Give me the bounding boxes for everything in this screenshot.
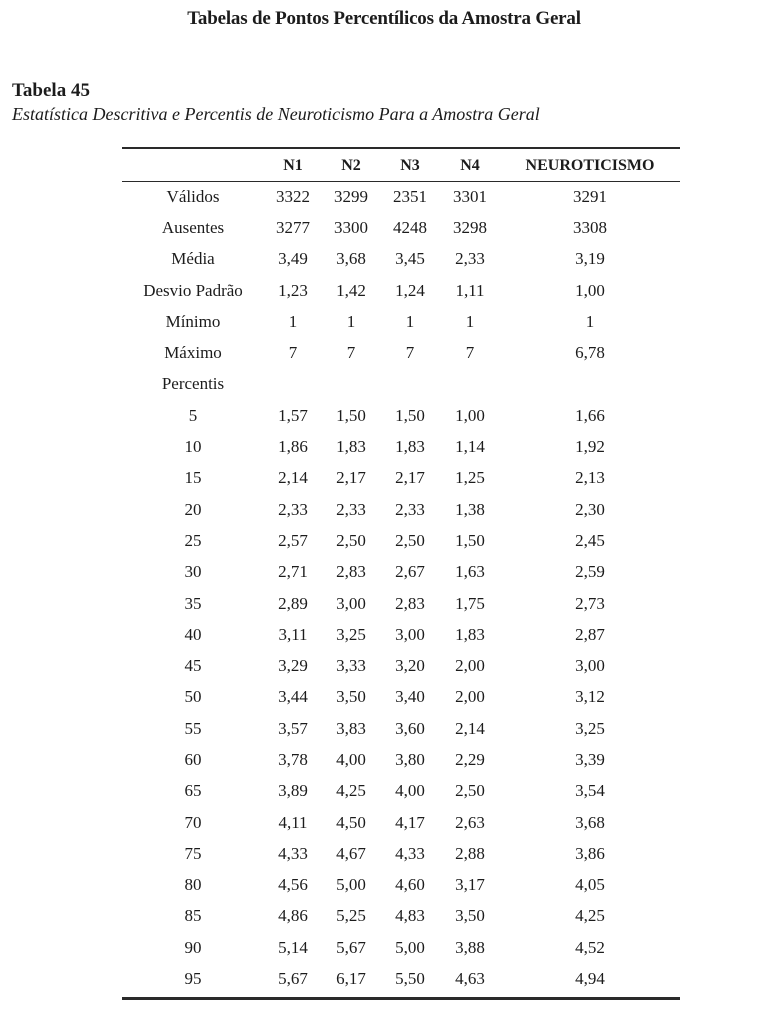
cell-n2: 3299 — [334, 186, 368, 206]
cell-n2: 7 — [346, 343, 356, 363]
cell-neuroticismo: 3,19 — [575, 249, 605, 269]
cell-neuroticismo: 4,05 — [575, 875, 605, 895]
cell-n2: 5,67 — [336, 937, 366, 957]
row-label: 65 — [184, 781, 202, 801]
row-label: 60 — [184, 749, 202, 769]
table-row — [122, 776, 680, 807]
table-row — [122, 244, 680, 275]
cell-n4: 7 — [465, 343, 475, 363]
cell-n3: 2,83 — [395, 593, 425, 613]
table-header-row — [122, 150, 680, 181]
table-row — [122, 619, 680, 650]
cell-n4: 2,88 — [455, 843, 485, 863]
cell-neuroticismo: 3308 — [573, 217, 607, 237]
cell-n4: 1,25 — [455, 468, 485, 488]
cell-neuroticismo: 4,52 — [575, 937, 605, 957]
table-row — [122, 807, 680, 838]
cell-neuroticismo: 2,87 — [575, 624, 605, 644]
cell-n3: 7 — [405, 343, 415, 363]
cell-n3: 3,00 — [395, 624, 425, 644]
row-label: 40 — [184, 624, 202, 644]
cell-n2: 3300 — [334, 217, 368, 237]
cell-n3: 5,00 — [395, 937, 425, 957]
cell-n1: 4,33 — [278, 843, 308, 863]
table-row — [122, 463, 680, 494]
table-row — [122, 369, 680, 400]
cell-neuroticismo: 2,13 — [575, 468, 605, 488]
cell-n3: 2,17 — [395, 468, 425, 488]
cell-neuroticismo: 2,73 — [575, 593, 605, 613]
cell-n1: 1,86 — [278, 437, 308, 457]
table-caption: Estatística Descritiva e Percentis de Neuroticismo Para a Amostra Geral — [12, 104, 540, 124]
cell-n3: 2,33 — [395, 499, 425, 519]
cell-n2: 4,50 — [336, 812, 366, 832]
table-row — [122, 431, 680, 462]
cell-n2: 2,33 — [336, 499, 366, 519]
cell-n4: 1,75 — [455, 593, 485, 613]
cell-n2: 1 — [346, 311, 356, 331]
cell-neuroticismo: 3,68 — [575, 812, 605, 832]
table-body — [122, 181, 680, 995]
cell-n3: 1,50 — [395, 405, 425, 425]
cell-n1: 3277 — [276, 217, 310, 237]
cell-n4: 3298 — [453, 217, 487, 237]
cell-neuroticismo: 3,12 — [575, 687, 605, 707]
cell-n3: 4,83 — [395, 906, 425, 926]
cell-n4: 1,00 — [455, 405, 485, 425]
row-label: 85 — [184, 906, 202, 926]
table-row — [122, 400, 680, 431]
table-row — [122, 337, 680, 368]
cell-n3: 3,45 — [395, 249, 425, 269]
cell-n2: 3,68 — [336, 249, 366, 269]
table-row — [122, 682, 680, 713]
row-label: 10 — [184, 437, 202, 457]
cell-neuroticismo: 3,86 — [575, 843, 605, 863]
cell-n2: 3,50 — [336, 687, 366, 707]
cell-n3: 4,33 — [395, 843, 425, 863]
column-header-n2: N2 — [341, 156, 361, 174]
cell-n3: 4,00 — [395, 781, 425, 801]
cell-n1: 3,44 — [278, 687, 308, 707]
row-label: 35 — [184, 593, 202, 613]
row-label: 20 — [184, 499, 202, 519]
cell-n1: 2,71 — [278, 562, 308, 582]
table-row — [122, 525, 680, 556]
cell-neuroticismo: 2,30 — [575, 499, 605, 519]
cell-n4: 3,50 — [455, 906, 485, 926]
cell-n1: 1,23 — [278, 280, 308, 300]
cell-neuroticismo: 4,25 — [575, 906, 605, 926]
table-top-rule — [122, 147, 680, 149]
column-header-label — [122, 150, 264, 181]
cell-n1: 5,14 — [278, 937, 308, 957]
row-label: Máximo — [164, 343, 222, 363]
cell-neuroticismo: 3291 — [573, 186, 607, 206]
cell-n3: 3,20 — [395, 656, 425, 676]
cell-n4: 2,33 — [455, 249, 485, 269]
cell-n2: 1,42 — [336, 280, 366, 300]
column-header-n1: N1 — [283, 156, 303, 174]
cell-n1: 2,57 — [278, 530, 308, 550]
row-label: Válidos — [166, 186, 220, 206]
cell-neuroticismo: 2,45 — [575, 530, 605, 550]
cell-n3: 5,50 — [395, 969, 425, 989]
row-label: Ausentes — [161, 217, 225, 237]
cell-n1: 3,49 — [278, 249, 308, 269]
cell-neuroticismo: 4,94 — [575, 969, 605, 989]
cell-n4: 2,14 — [455, 718, 485, 738]
table-row — [122, 932, 680, 963]
cell-n1: 3322 — [276, 186, 310, 206]
cell-n1: 7 — [288, 343, 298, 363]
row-label: 15 — [184, 468, 202, 488]
row-label: 80 — [184, 875, 202, 895]
row-label: 50 — [184, 687, 202, 707]
row-label: 70 — [184, 812, 202, 832]
cell-n4: 2,00 — [455, 687, 485, 707]
row-label: Mínimo — [165, 311, 221, 331]
cell-neuroticismo: 3,25 — [575, 718, 605, 738]
cell-n4: 2,50 — [455, 781, 485, 801]
table-row — [122, 744, 680, 775]
cell-n2: 2,17 — [336, 468, 366, 488]
table-row — [122, 713, 680, 744]
cell-n4: 2,00 — [455, 656, 485, 676]
cell-n2 — [322, 369, 380, 400]
cell-n1: 4,56 — [278, 875, 308, 895]
cell-n1: 2,14 — [278, 468, 308, 488]
column-header-neuroticismo: NEUROTICISMO — [525, 156, 655, 174]
cell-neuroticismo: 3,39 — [575, 749, 605, 769]
cell-n1 — [264, 369, 322, 400]
cell-n1: 2,33 — [278, 499, 308, 519]
cell-n2: 1,83 — [336, 437, 366, 457]
cell-neuroticismo: 3,54 — [575, 781, 605, 801]
cell-n1: 2,89 — [278, 593, 308, 613]
cell-n4: 3,88 — [455, 937, 485, 957]
cell-n1: 3,78 — [278, 749, 308, 769]
cell-neuroticismo — [500, 369, 680, 400]
table-row — [122, 870, 680, 901]
cell-n2: 2,50 — [336, 530, 366, 550]
cell-n4: 1,83 — [455, 624, 485, 644]
cell-n2: 3,33 — [336, 656, 366, 676]
table-row — [122, 306, 680, 337]
table-row — [122, 650, 680, 681]
row-label: 5 — [188, 405, 198, 425]
cell-n3: 3,80 — [395, 749, 425, 769]
cell-neuroticismo: 1 — [585, 311, 595, 331]
cell-n1: 4,11 — [278, 812, 308, 832]
cell-n4: 1,63 — [455, 562, 485, 582]
cell-n2: 2,83 — [336, 562, 366, 582]
cell-n2: 1,50 — [336, 405, 366, 425]
cell-neuroticismo: 6,78 — [575, 343, 605, 363]
cell-n3: 2351 — [393, 186, 427, 206]
cell-n3: 3,40 — [395, 687, 425, 707]
table-row — [122, 838, 680, 869]
row-label: Desvio Padrão — [143, 280, 243, 300]
cell-neuroticismo: 2,59 — [575, 562, 605, 582]
cell-n3 — [380, 369, 440, 400]
cell-n1: 3,11 — [278, 624, 308, 644]
table-row — [122, 588, 680, 619]
cell-n3: 4,60 — [395, 875, 425, 895]
row-label: 30 — [184, 562, 202, 582]
table-row — [122, 901, 680, 932]
cell-n3: 4,17 — [395, 812, 425, 832]
cell-neuroticismo: 3,00 — [575, 656, 605, 676]
table-bottom-rule — [122, 997, 680, 1000]
cell-n4 — [440, 369, 500, 400]
cell-n3: 1 — [405, 311, 415, 331]
statistics-table — [122, 150, 680, 995]
cell-n4: 3301 — [453, 186, 487, 206]
cell-n4: 3,17 — [455, 875, 485, 895]
cell-n1: 3,89 — [278, 781, 308, 801]
cell-n3: 3,60 — [395, 718, 425, 738]
cell-n2: 4,25 — [336, 781, 366, 801]
cell-n2: 3,00 — [336, 593, 366, 613]
row-label: 95 — [184, 969, 202, 989]
table-row — [122, 275, 680, 306]
cell-n3: 1,83 — [395, 437, 425, 457]
row-label: Média — [171, 249, 215, 269]
table-row — [122, 181, 680, 212]
page-header: Tabelas de Pontos Percentílicos da Amostra Geral — [187, 8, 581, 29]
cell-n2: 4,67 — [336, 843, 366, 863]
column-header-n3: N3 — [400, 156, 420, 174]
table-row — [122, 212, 680, 243]
cell-n1: 1 — [288, 311, 298, 331]
cell-n2: 4,00 — [336, 749, 366, 769]
cell-n2: 6,17 — [336, 969, 366, 989]
column-header-n4: N4 — [460, 156, 480, 174]
cell-n4: 1,11 — [455, 280, 485, 300]
cell-n1: 5,67 — [278, 969, 308, 989]
cell-n4: 2,63 — [455, 812, 485, 832]
cell-neuroticismo: 1,66 — [575, 405, 605, 425]
cell-neuroticismo: 1,00 — [575, 280, 605, 300]
cell-n3: 2,67 — [395, 562, 425, 582]
cell-n2: 5,00 — [336, 875, 366, 895]
row-label: 45 — [184, 656, 202, 676]
cell-n2: 5,25 — [336, 906, 366, 926]
row-label: 25 — [184, 530, 202, 550]
cell-n4: 1,14 — [455, 437, 485, 457]
row-label: Percentis — [161, 374, 225, 394]
cell-n4: 4,63 — [455, 969, 485, 989]
cell-n4: 1,50 — [455, 530, 485, 550]
row-label: 90 — [184, 937, 202, 957]
cell-n2: 3,83 — [336, 718, 366, 738]
table-row — [122, 494, 680, 525]
table-row — [122, 963, 680, 994]
cell-n1: 4,86 — [278, 906, 308, 926]
cell-n4: 2,29 — [455, 749, 485, 769]
cell-n2: 3,25 — [336, 624, 366, 644]
table-number: Tabela 45 — [12, 80, 90, 101]
cell-n3: 1,24 — [395, 280, 425, 300]
cell-n3: 2,50 — [395, 530, 425, 550]
cell-n1: 3,29 — [278, 656, 308, 676]
table-row — [122, 557, 680, 588]
row-label: 55 — [184, 718, 202, 738]
row-label: 75 — [184, 843, 202, 863]
cell-n4: 1,38 — [455, 499, 485, 519]
cell-n1: 3,57 — [278, 718, 308, 738]
cell-n4: 1 — [465, 311, 475, 331]
cell-n3: 4248 — [393, 217, 427, 237]
cell-n1: 1,57 — [278, 405, 308, 425]
cell-neuroticismo: 1,92 — [575, 437, 605, 457]
